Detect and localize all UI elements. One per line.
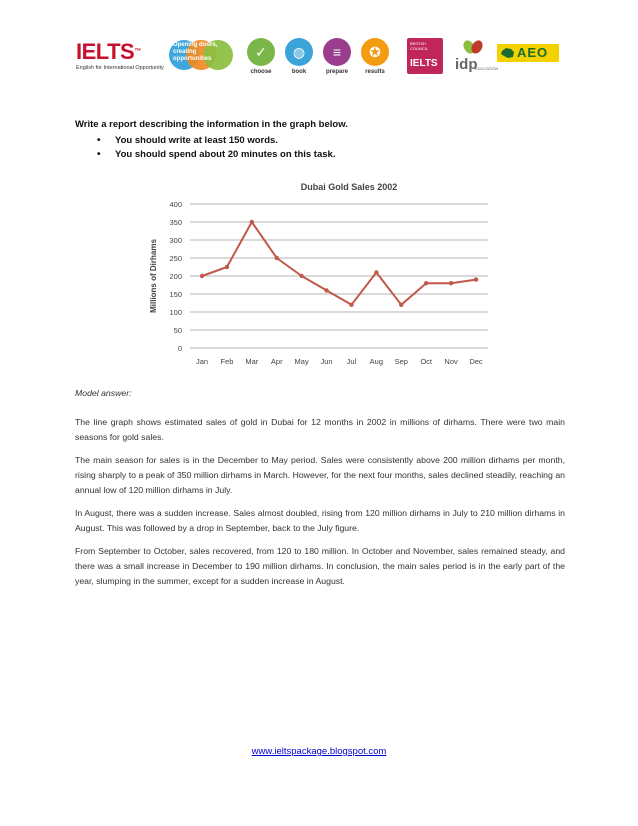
data-point <box>324 288 328 292</box>
x-tick-label: Jan <box>195 357 209 366</box>
data-point <box>200 274 204 278</box>
step-results-label: results <box>365 69 385 75</box>
y-tick-label: 200 <box>169 272 182 281</box>
x-tick-label: Aug <box>369 357 384 366</box>
y-tick-label: 400 <box>169 200 182 209</box>
task-bullets <box>75 134 575 162</box>
aeo-word: AEO <box>517 45 549 60</box>
idp-word: idp <box>455 56 478 73</box>
y-tick-label: 100 <box>169 308 182 317</box>
x-tick-label: Dec <box>469 357 483 366</box>
ielts-logo: IELTS™ English for International Opportunity <box>76 40 166 76</box>
answer-paragraph: From September to October, sales recovered, from 120 to 180 million. In October and November, sales remained steady, and there was a small increase in December to 190 million dirhams. In conclusion, the main sales period is in the early part of the year, slumping in the summer, except for a sudden increase in August. <box>75 546 565 586</box>
x-tick-label: Apr <box>270 357 283 366</box>
award-icon: ✪ <box>361 38 389 66</box>
task-instructions <box>75 118 575 162</box>
idp-sub: EDUCATION <box>475 66 499 71</box>
leaf-icon <box>463 38 483 56</box>
chart-title: Dubai Gold Sales 2002 <box>300 182 398 192</box>
step-results <box>358 38 392 75</box>
data-point <box>225 265 229 269</box>
step-prepare <box>320 38 354 75</box>
model-answer-heading: Model answer: <box>75 388 132 398</box>
y-axis-label: Millions of Dirhams <box>149 239 158 313</box>
australia-map-icon <box>500 46 516 60</box>
step-choose <box>244 38 278 75</box>
x-tick-label: Mar <box>245 357 259 366</box>
footer <box>0 746 638 757</box>
x-tick-label: Jul <box>346 357 357 366</box>
footer-link[interactable]: www.ieltspackage.blogspot.com <box>251 746 387 757</box>
british-council-ielts-logo <box>407 38 443 74</box>
british-council-ielts-text: IELTS <box>410 58 438 69</box>
x-tick-label: May <box>294 357 309 366</box>
y-tick-label: 0 <box>177 344 182 353</box>
british-council-text: BRITISH COUNCIL <box>410 41 429 51</box>
x-tick-label: Feb <box>220 357 234 366</box>
check-icon: ✓ <box>247 38 275 66</box>
document-icon: ≡ <box>323 38 351 66</box>
x-tick-label: Nov <box>444 357 458 366</box>
step-prepare-label: prepare <box>325 69 348 75</box>
data-point <box>374 270 378 274</box>
data-point <box>349 303 353 307</box>
gold-sales-chart <box>140 176 500 376</box>
task-bullet: • You should spend about 20 minutes on this task. <box>115 148 575 162</box>
x-tick-label: Sep <box>394 357 408 366</box>
globe-icon: ◍ <box>285 38 313 66</box>
y-tick-label: 150 <box>169 290 182 299</box>
y-tick-label: 50 <box>173 326 182 335</box>
x-tick-label: Oct <box>420 357 433 366</box>
data-point <box>275 256 279 260</box>
step-book-label: book <box>291 69 307 75</box>
y-tick-label: 300 <box>169 236 182 245</box>
y-tick-label: 350 <box>169 218 182 227</box>
x-tick-label: Jun <box>320 357 333 366</box>
ielts-tagline: English for International Opportunity <box>76 65 164 71</box>
ielts-logo-word: IELTS <box>76 39 135 64</box>
data-point <box>424 281 428 285</box>
data-point <box>250 220 254 224</box>
answer-paragraph: The main season for sales is in the December to May period. Sales were consistently above 200 million dirhams per month, rising sharply to a peak of 350 million dirhams in March. However, for the next four months, sales declined steadily, reaching an annual low of 120 million dirhams in July. <box>75 455 565 495</box>
data-point <box>399 303 403 307</box>
header-banner <box>76 36 566 82</box>
data-point <box>449 281 453 285</box>
task-instruction: Write a report describing the information in the graph below. <box>75 119 348 130</box>
step-book <box>282 38 316 75</box>
model-answer <box>75 386 565 597</box>
answer-paragraph: In August, there was a sudden increase. Sales almost doubled, rising from 120 million dirhams in July to 210 million dirhams in August. This was followed by a drop in September, back to the July figure. <box>75 508 565 533</box>
aeo-logo <box>497 44 559 62</box>
step-choose-label: choose <box>250 69 272 75</box>
task-bullet: • You should write at least 150 words. <box>115 134 575 148</box>
idp-logo <box>453 38 499 76</box>
opportunity-circles <box>169 36 235 76</box>
data-point <box>474 277 478 281</box>
series-line <box>202 222 476 305</box>
opportunity-text: Opening doors, creating opportunities <box>173 42 218 62</box>
y-tick-label: 250 <box>169 254 182 263</box>
data-point <box>299 274 303 278</box>
answer-paragraph: The line graph shows estimated sales of gold in Dubai for 12 months in 2002 in millions of dirhams. There were two main seasons for gold sales. <box>75 417 565 442</box>
